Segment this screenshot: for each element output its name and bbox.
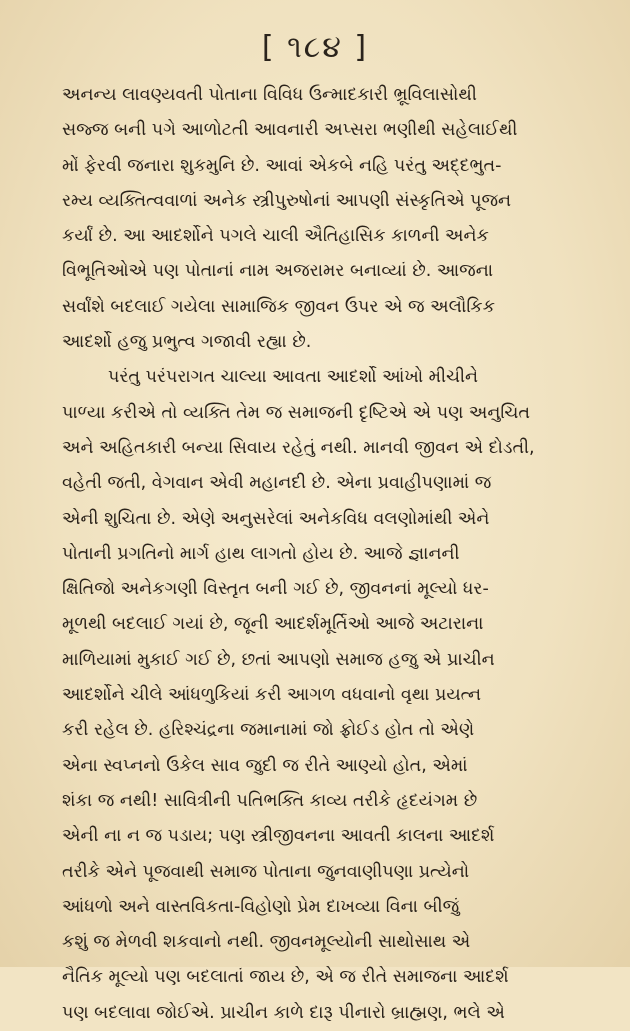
page-number: [ ૧૮૪ ]	[261, 30, 369, 65]
text-line: મૂળથી બદલાઈ ગયાં છે, જૂની આદર્શમૂર્તિઓ આજે અટારાના	[62, 614, 484, 635]
text-line: આદર્શો હજુ પ્રભુત્વ ગજાવી રહ્યા છે.	[62, 332, 312, 353]
text-line: એની શુચિતા છે. એણે અનુસરેલાં અનેકવિધ વલણોમાંથી એને	[62, 508, 490, 529]
text-line: શંકા જ નથી! સાવિત્રીની પતિભક્તિ કાવ્ય તરીકે હૃદયંગમ છે	[62, 790, 478, 811]
text-line: સજ્જ બની પગે આળોટતી આવનારી અપ્સરા ભણીથી સહેલાઈથી	[62, 120, 518, 141]
text-line: એની ના ન જ પડાય; પણ સ્ત્રીજીવનના આવતી કાલના આદર્શ	[62, 826, 495, 847]
text-line: પણ બદલાવા જોઈએ. પ્રાચીન કાળે દારૂ પીનારો બ્રાહ્મણ, ભલે એ	[62, 1002, 505, 1023]
text-line: આદર્શોને ચીલે આંધળુકિયાં કરી આગળ વધવાનો વૃથા પ્રયત્ન	[62, 685, 482, 706]
text-line: ક્ષિતિજો અનેકગણી વિસ્તૃત બની ગઈ છે, જીવનનાં મૂલ્યો ધર-	[62, 579, 489, 600]
text-line: વહેતી જતી, વેગવાન એવી મહાનદી છે. એના પ્રવાહીપણામાં જ	[62, 473, 492, 494]
text-line: અને અહિતકારી બન્યા સિવાય રહેતું નથી. માનવી જીવન એ દોડતી,	[62, 437, 535, 458]
text-line: સર્વાંશે બદલાઈ ગયેલા સામાજિક જીવન ઉપર એ જ અલૌકિક	[62, 296, 496, 317]
text-line: કરી રહેલ છે. હરિશ્ચંદ્રના જમાનામાં જો ફ્રોઈડ હોત તો એણે	[62, 720, 475, 741]
body-text	[62, 78, 590, 1031]
paragraph-2	[62, 360, 590, 1031]
text-line: પાળ્યા કરીએ તો વ્યક્તિ તેમ જ સમાજની દૃષ્ટિએ એ પણ અનુચિત	[62, 402, 530, 423]
text-line: વિભૂતિઓએ પણ પોતાનાં નામ અજરામર બનાવ્યાં છે. આજના	[62, 261, 494, 282]
text-line: આંધળો અને વાસ્તવિકતા-વિહોણો પ્રેમ દાખવ્યા વિના બીજું	[62, 896, 460, 917]
text-line: મોં ફેરવી જનારા શુકમુનિ છે. આવાં એકબે નહિ પરંતુ અદ્દભુત-	[62, 155, 502, 176]
text-line: એના સ્વપ્નનો ઉકેલ સાવ જુદી જ રીતે આણ્યો હોત, એમાં	[62, 755, 468, 776]
text-line: કશું જ મેળવી શકવાનો નથી. જીવનમૂલ્યોની સાથોસાથ એ	[62, 932, 471, 953]
text-line: તરીકે એને પૂજવાથી સમાજ પોતાના જુનવાણીપણા પ્રત્યેનો	[62, 861, 470, 882]
text-line: નૈતિક મૂલ્યો પણ બદલાતાં જાય છે, એ જ રીતે સમાજના આદર્શ	[62, 967, 509, 988]
text-line: માળિયામાં મુકાઈ ગઈ છે, છતાં આપણો સમાજ હજુ એ પ્રાચીન	[62, 649, 495, 670]
paragraph-1	[62, 78, 590, 360]
text-line: કર્યાં છે. આ આદર્શોને પગલે ચાલી ઐતિહાસિક કાળની અનેક	[62, 226, 489, 247]
text-line: પોતાની પ્રગતિનો માર્ગ હાથ લાગતો હોય છે. આજે જ્ઞાનની	[62, 543, 460, 564]
text-line: અનન્ય લાવણ્યવતી પોતાના વિવિધ ઉન્માદકારી ભ્રૂવિલાસોથી	[62, 85, 477, 105]
text-line: રમ્ય વ્યક્તિત્વવાળાં અનેક સ્ત્રીપુરુષોનાં આપણી સંસ્કૃતિએ પૂજન	[62, 190, 512, 211]
text-line: પરંતુ પરંપરાગત ચાલ્યા આવતા આદર્શો આંખો મીચીને	[108, 367, 479, 388]
